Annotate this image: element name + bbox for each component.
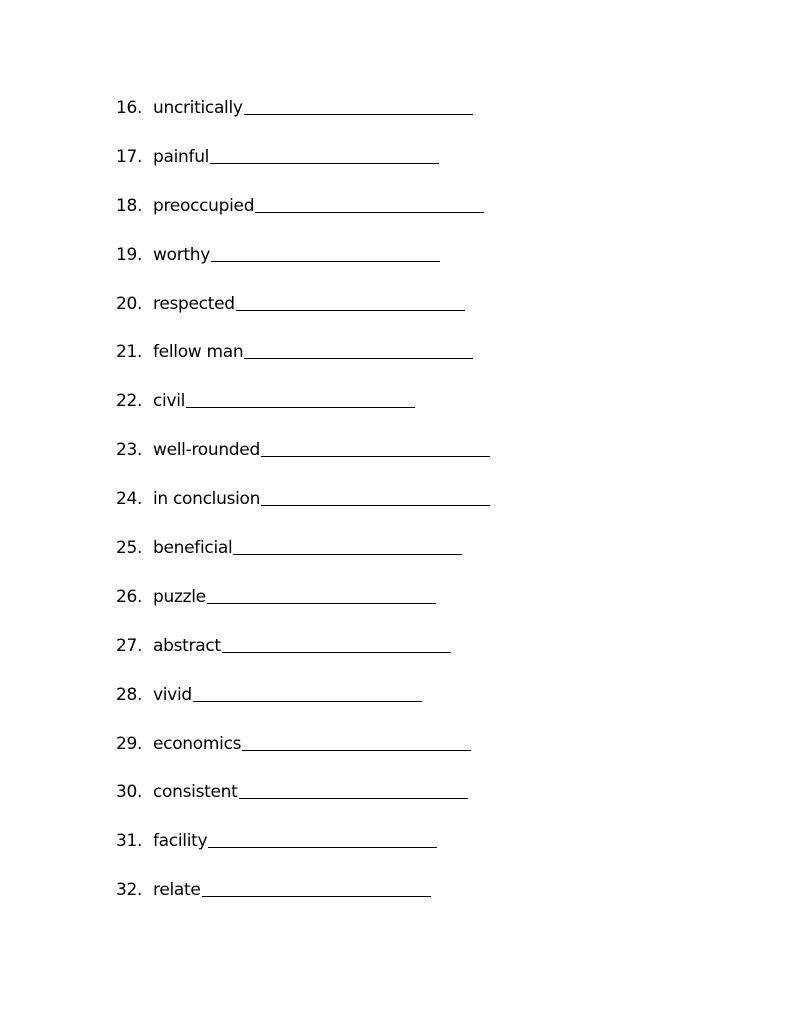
vocab-item-24 [116,489,490,538]
answer-line[interactable] [193,700,422,702]
item-number: 21. [116,342,143,363]
item-word: in conclusion [153,489,261,510]
item-word: relate [153,880,201,901]
vocab-item-28 [116,685,490,734]
vocab-item-29 [116,734,490,783]
vocab-item-22 [116,391,490,440]
item-word: fellow man [153,342,244,363]
item-word: abstract [153,635,221,656]
answer-line[interactable] [233,553,462,555]
item-word: consistent [153,782,238,803]
item-number: 30. [116,782,143,803]
answer-line[interactable] [207,602,436,604]
item-word: worthy [153,244,210,265]
answer-line[interactable] [236,309,465,311]
vocab-item-23 [116,440,490,489]
item-number: 25. [116,538,143,559]
item-word: puzzle [153,586,206,607]
vocab-item-25 [116,538,490,587]
item-word: well-rounded [153,440,260,461]
vocab-item-17 [116,147,490,196]
answer-line[interactable] [244,357,473,359]
answer-line[interactable] [211,260,440,262]
item-number: 32. [116,880,143,901]
answer-line[interactable] [202,895,431,897]
item-word: preoccupied [153,195,255,216]
vocab-item-30 [116,782,490,831]
answer-line[interactable] [244,113,473,115]
answer-line[interactable] [222,651,451,653]
item-number: 31. [116,831,143,852]
vocab-item-18 [116,196,490,245]
item-word: vivid [153,684,192,705]
answer-line[interactable] [208,846,437,848]
answer-line[interactable] [186,406,415,408]
answer-line[interactable] [239,797,468,799]
item-word: uncritically [153,98,243,118]
answer-line[interactable] [261,504,490,506]
vocab-item-19 [116,245,490,294]
vocab-item-31 [116,831,490,880]
item-word: civil [153,391,186,412]
item-number: 22. [116,391,143,412]
answer-line[interactable] [242,749,471,751]
item-number: 23. [116,440,143,461]
answer-line[interactable] [210,162,439,164]
vocab-item-32 [116,880,490,929]
vocab-item-27 [116,636,490,685]
vocab-item-16 [116,98,490,147]
answer-line[interactable] [255,211,484,213]
item-word: economics [153,733,242,754]
vocab-item-26 [116,587,490,636]
answer-line[interactable] [261,455,490,457]
vocab-item-21 [116,342,490,391]
item-number: 26. [116,586,143,607]
item-word: facility [153,831,208,852]
item-word: beneficial [153,538,233,559]
item-number: 17. [116,146,143,167]
item-word: respected [153,293,235,314]
item-word: painful [153,146,210,167]
item-number: 24. [116,489,143,510]
item-number: 28. [116,684,143,705]
item-number: 29. [116,733,143,754]
item-number: 19. [116,244,143,265]
item-number: 20. [116,293,143,314]
item-number: 16. [116,98,143,118]
vocab-item-20 [116,294,490,343]
vocabulary-list [116,98,490,929]
item-number: 27. [116,635,143,656]
item-number: 18. [116,195,143,216]
